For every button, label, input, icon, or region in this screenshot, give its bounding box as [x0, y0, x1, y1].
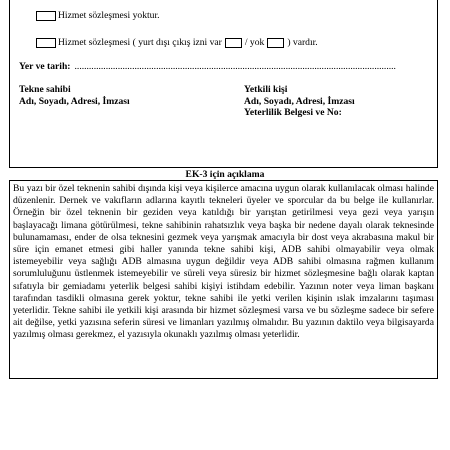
contract-checkbox[interactable]: [36, 38, 56, 48]
no-contract-label: Hizmet sözleşmesi yoktur.: [58, 10, 160, 21]
option-no-contract: [36, 10, 160, 21]
agent-title: Yetkili kişi: [244, 84, 288, 95]
exit-permit-yes-checkbox[interactable]: [225, 38, 242, 48]
place-date-row: [19, 61, 396, 72]
authorization-form-box: [9, 0, 438, 168]
annex-title: EK-3 için açıklama: [185, 169, 265, 180]
owner-details: Adı, Soyadı, Adresi, İmzası: [19, 95, 130, 107]
agent-details: Adı, Soyadı, Adresi, İmzası: [244, 95, 355, 107]
contract-label-middle: / yok: [244, 37, 265, 48]
annex-explanation-box: [9, 180, 438, 379]
exit-permit-no-checkbox[interactable]: [267, 38, 284, 48]
agent-certificate: Yeterlilik Belgesi ve No:: [244, 107, 342, 118]
option-contract: [36, 37, 318, 48]
owner-signature-block: [19, 84, 130, 107]
agent-signature-block: [244, 84, 355, 119]
annex-explanation-text: Bu yazı bir özel teknenin sahibi dışında kişi veya kişilerce amacına uygun olarak kullanılacak olması halinde düzenlenir. Dernek ve vakıfların adlarına kayıtlı tekneleri üyeler ve sporcular da bu belge ile kullanırlar. Örneğin bir özel teknenin bir geziden veya katıldığı bir yarıştan getirilmesi veya gezi veya yarışın başlayacağı limana götürülmesi, tekne sahibinin rahatsızlık veya başka bir nedene dayalı olarak teknesinde bulunamaması, ender de olsa teknesini gezmek veya yarışmak amacıyla bir dost veya akrabasına makul bir süre için emanet etmesi gibi haller yanında tekne sahibi kişi, ADB sahibi olmayabilir veya olmak istemeyebilir veya sağlığı ADB almasına uygun değildir veya ADB sahibi olmasına rağmen kullanım sorumluluğunu üstlenmek istemeyebilir ve süreli veya süresiz bir hizmet sözleşmesine bağlı olarak kaptan sıfatıyla bir gemiadamı yeterlik belgesi sahibi kişiyi istihdam edebilir. Yazının noter veya liman başkanı tarafından tasdikli olmasına gerek yoktur, tekne sahibi ile yetki verilen kişinin ıslak imzalarını taşıması yeterlidir. Tekne sahibi ile yetkili kişi arasında bir hizmet sözleşmesi varsa ve bu sözleşme sadece bir sefere ait değilse, yetki yazısına seferin süresi ve limanları yazılmış olmalıdır. Bu yazının daktilo veya bilgisayarda yazılmış olması gerekmez, el yazısıyla okunaklı yazılmış olması yeterlidir.: [13, 183, 434, 341]
no-contract-checkbox[interactable]: [36, 11, 56, 21]
owner-title: Tekne sahibi: [19, 84, 71, 95]
contract-label-suffix: ) vardır.: [287, 37, 318, 48]
contract-label-prefix: Hizmet sözleşmesi ( yurt dışı çıkış izni var: [58, 37, 222, 48]
place-date-label: Yer ve tarih:: [19, 61, 71, 72]
place-date-field[interactable]: ......................................................................................................................................: [74, 61, 396, 72]
